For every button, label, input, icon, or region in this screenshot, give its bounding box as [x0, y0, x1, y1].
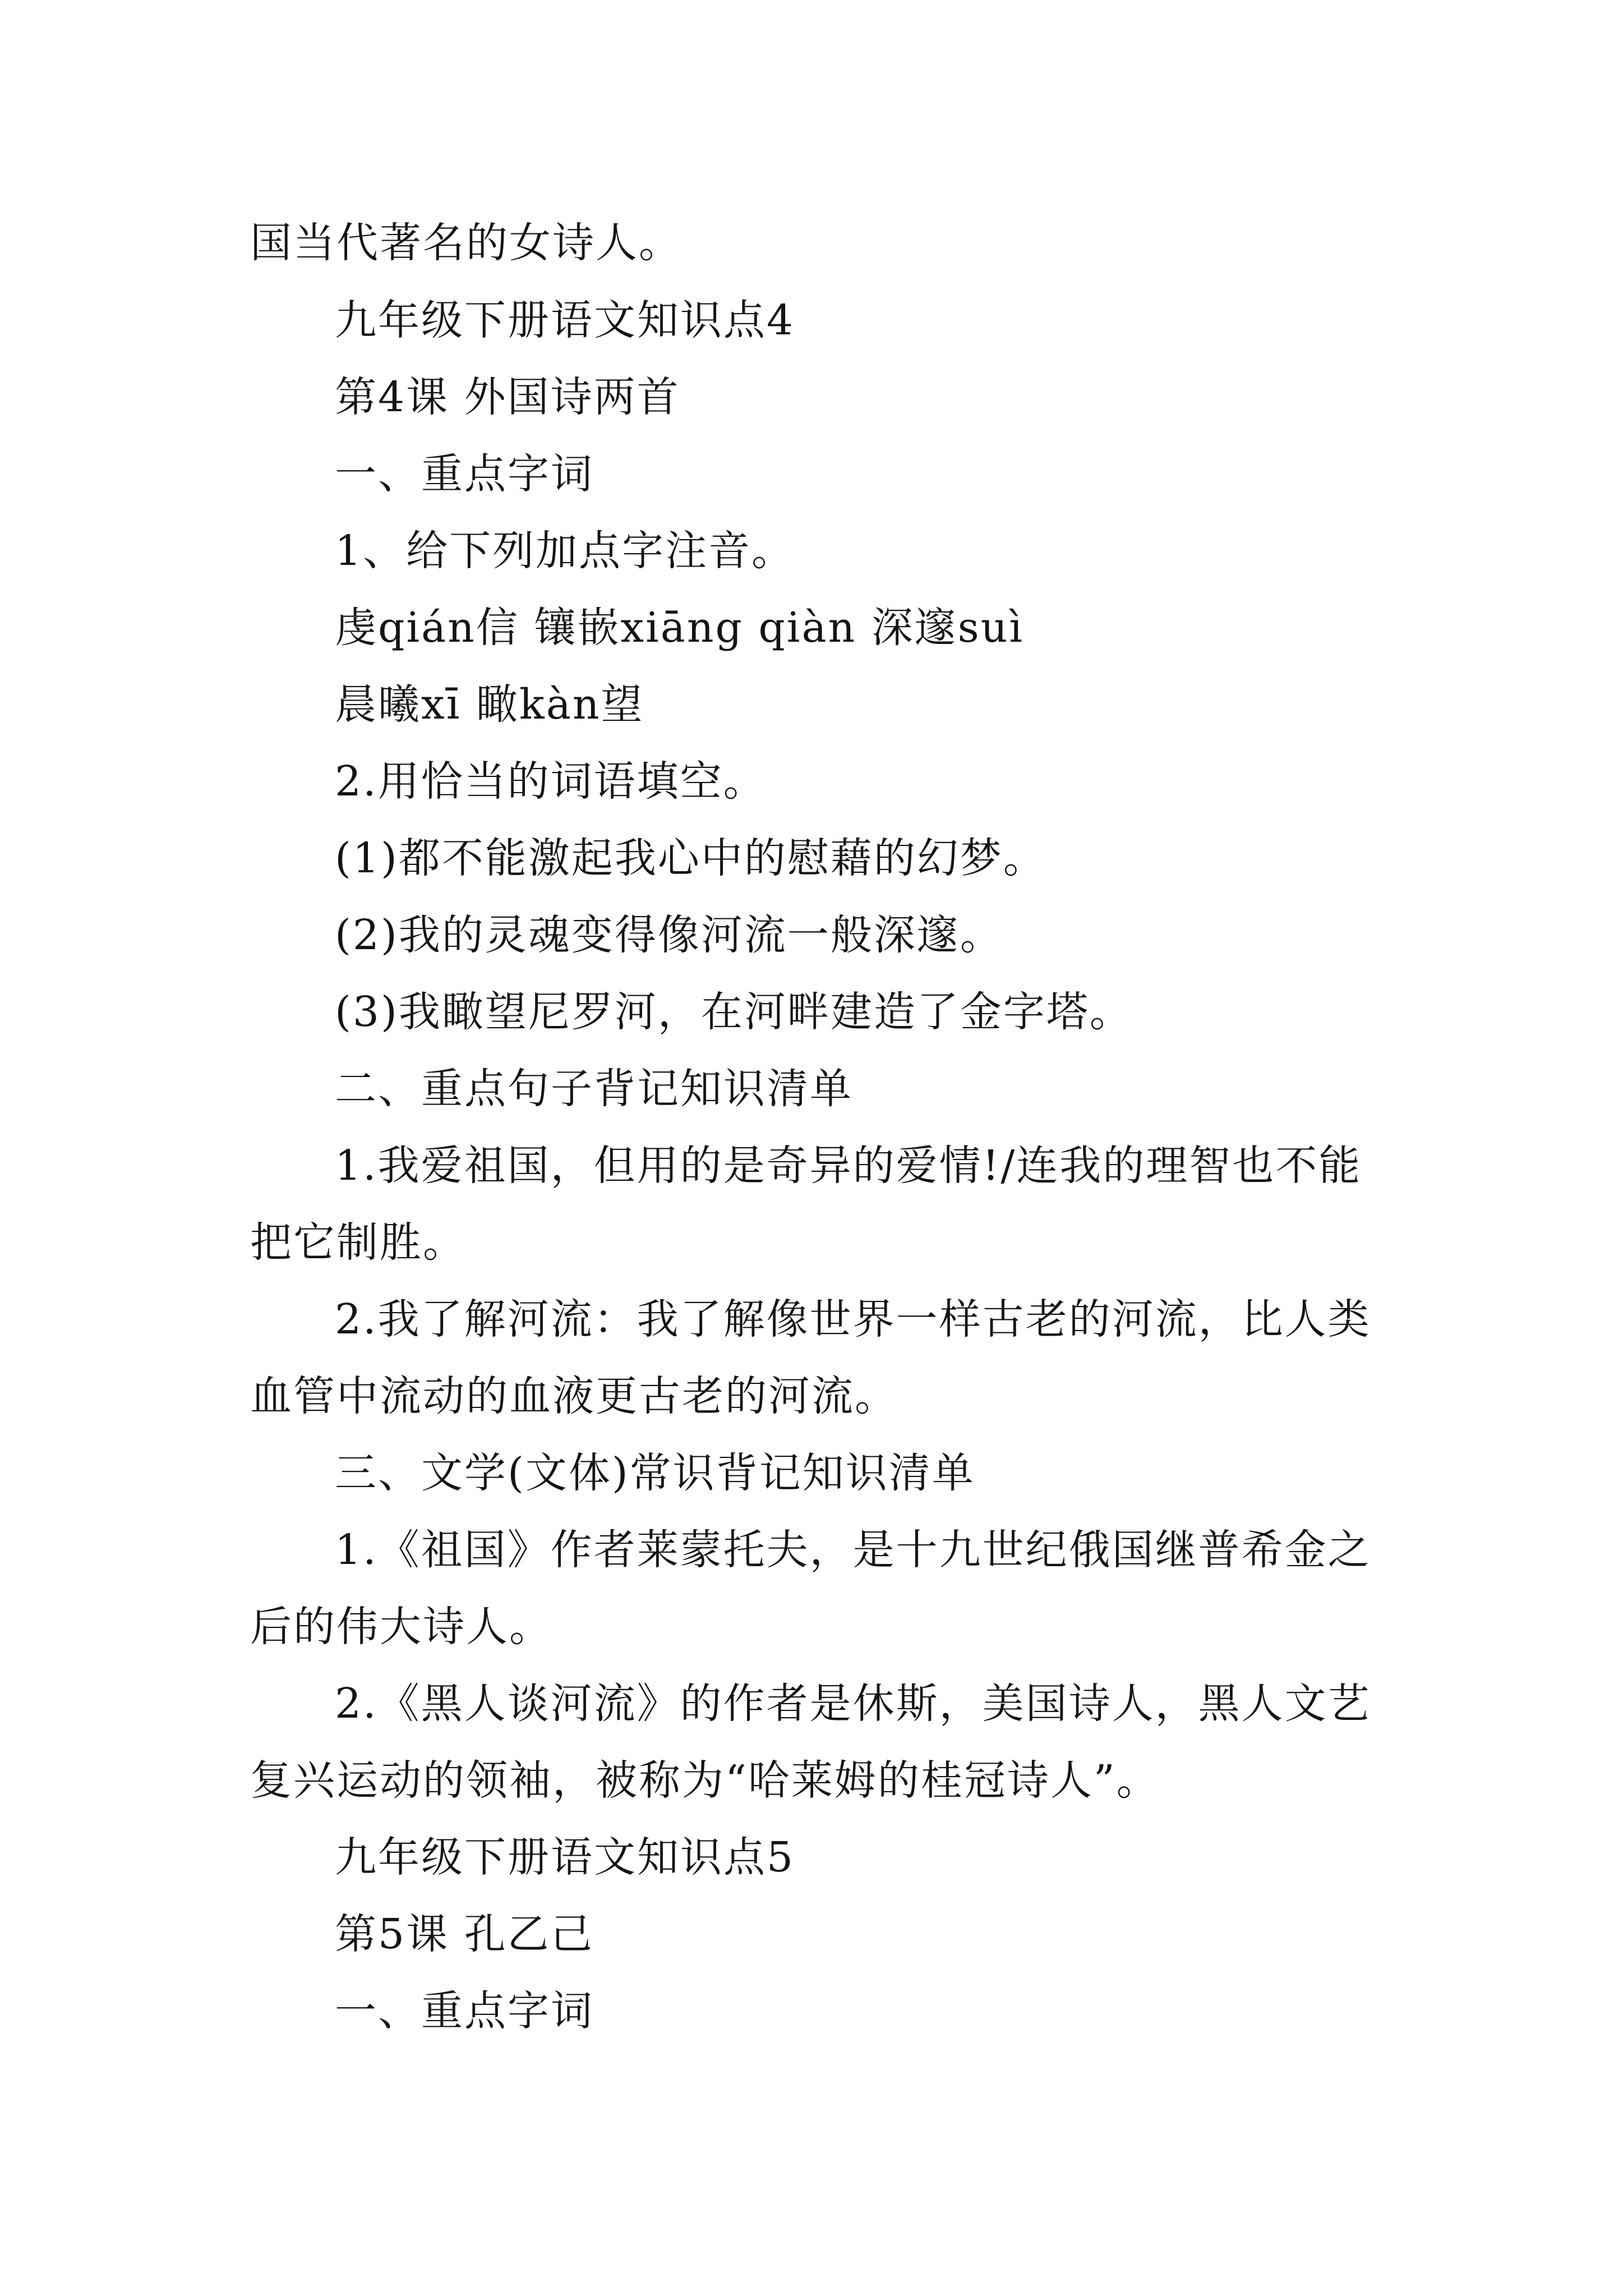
lesson-title-5: 第5课 孔乙己	[335, 1910, 594, 1958]
pinyin-line-1: 虔qián信 镶嵌xiāng qiàn 深邃suì	[335, 604, 1025, 652]
pinyin-line-2: 晨曦xī 瞰kàn望	[335, 680, 644, 729]
text-line-continuation: 国当代著名的女诗人。	[250, 219, 682, 267]
section-heading-4: 九年级下册语文知识点4	[335, 296, 795, 344]
knowledge-2-line-1: 2.《黑人谈河流》的作者是休斯，美国诗人，黑人文艺	[335, 1680, 1371, 1728]
question-1: 1、给下列加点字注音。	[335, 527, 795, 575]
sentence-2-line-2: 血管中流动的血液更古老的河流。	[250, 1372, 898, 1420]
subheading-key-sentences: 二、重点句子背记知识清单	[335, 1065, 853, 1113]
section-heading-5: 九年级下册语文知识点5	[335, 1833, 795, 1881]
answer-3: (3)我瞰望尼罗河，在河畔建造了金字塔。	[335, 988, 1133, 1036]
answer-2: (2)我的灵魂变得像河流一般深邃。	[335, 911, 1003, 959]
knowledge-1-line-1: 1.《祖国》作者莱蒙托夫，是十九世纪俄国继普希金之	[335, 1526, 1371, 1574]
question-2: 2.用恰当的词语填空。	[335, 757, 767, 806]
knowledge-1-line-2: 后的伟大诗人。	[250, 1603, 552, 1651]
subheading-key-words: 一、重点字词	[335, 450, 594, 498]
sentence-2-line-1: 2.我了解河流：我了解像世界一样古老的河流，比人类	[335, 1295, 1371, 1343]
sentence-1-line-1: 1.我爱祖国，但用的是奇异的爱情!/连我的理智也不能	[335, 1142, 1362, 1190]
subheading-literary-knowledge: 三、文学(文体)常识背记知识清单	[335, 1449, 975, 1497]
sentence-1-line-2: 把它制胜。	[250, 1218, 466, 1267]
answer-1: (1)都不能激起我心中的慰藉的幻梦。	[335, 834, 1046, 882]
knowledge-2-line-2: 复兴运动的领袖，被称为“哈莱姆的桂冠诗人”。	[250, 1756, 1160, 1805]
lesson-title-4: 第4课 外国诗两首	[335, 373, 680, 421]
subheading-key-words-5: 一、重点字词	[335, 1987, 594, 2035]
